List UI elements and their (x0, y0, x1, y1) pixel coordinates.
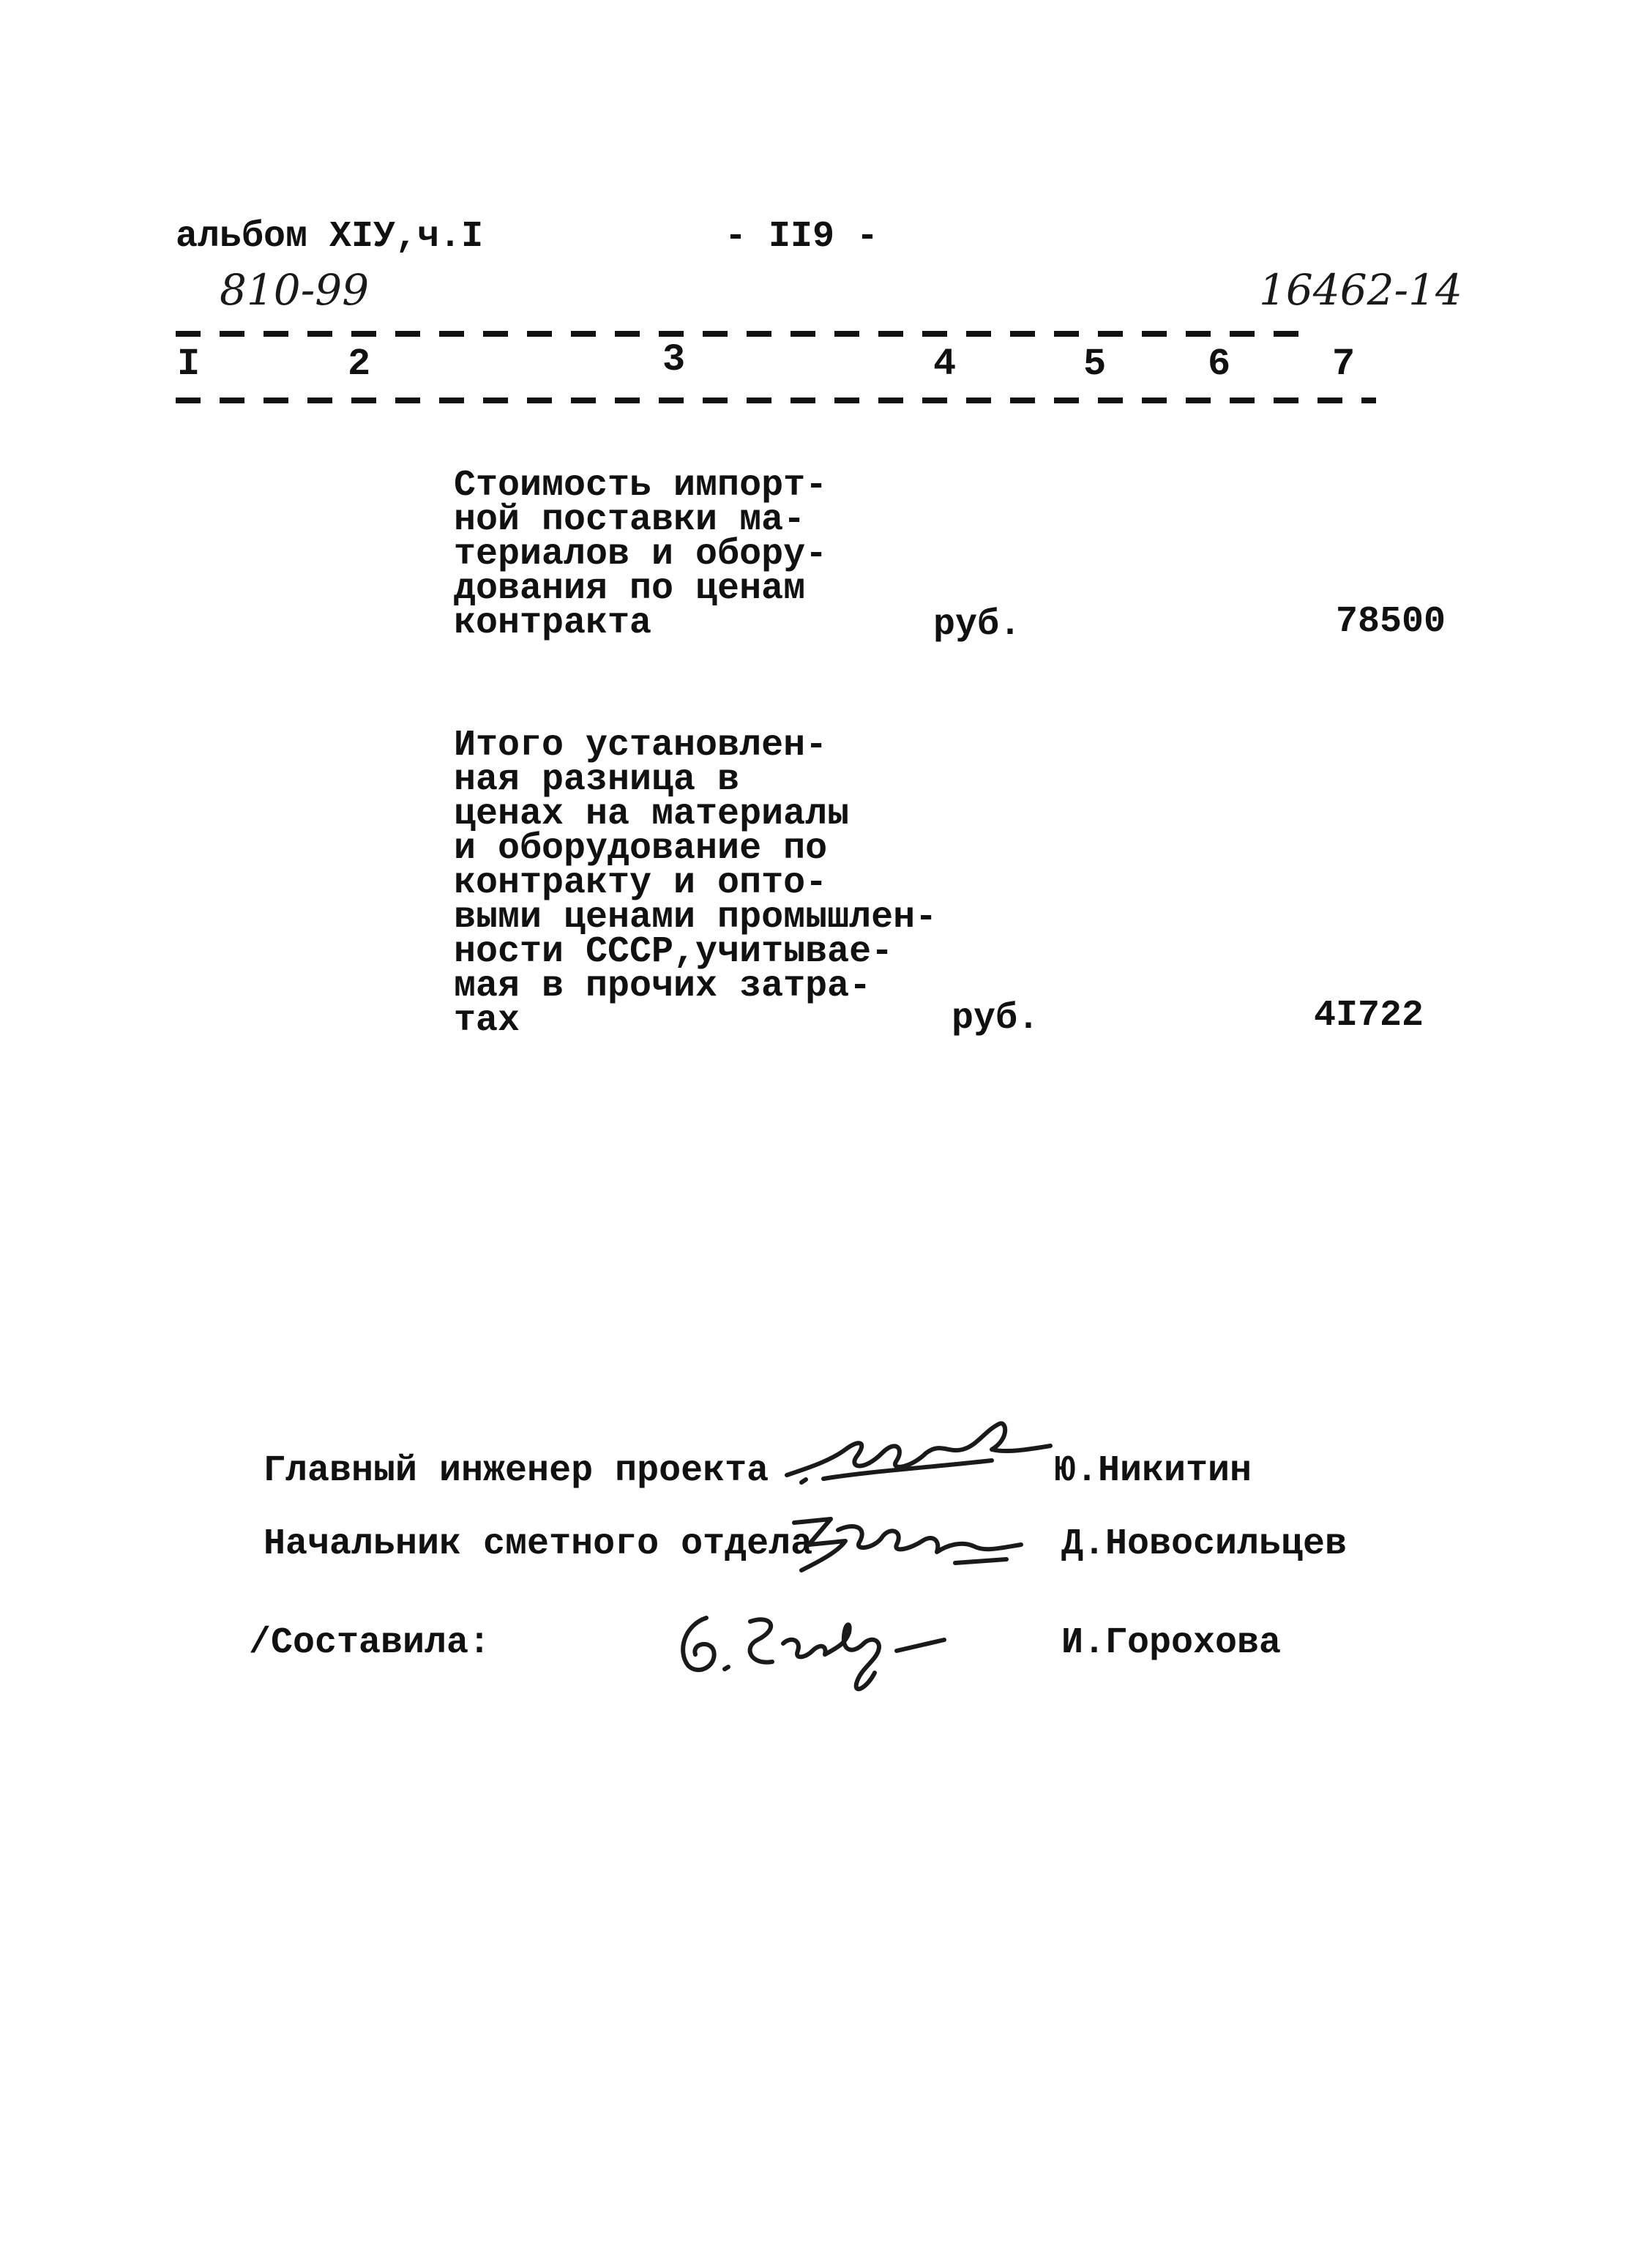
row-1-line: ной поставки ма- (454, 499, 806, 541)
column-number-5: 5 (1083, 343, 1107, 386)
row-2-line: контракту и опто- (454, 862, 828, 904)
header-rule-bottom (176, 398, 1376, 403)
row-2-description (454, 725, 938, 1042)
row-2-line: и оборудование по (454, 828, 828, 870)
row-1-line: териалов и обору- (454, 534, 828, 575)
header-rule-top (176, 331, 1318, 337)
row-1-line: дования по ценам (454, 568, 806, 610)
row-2-line: ная разница в (454, 759, 740, 801)
row-1-description (454, 465, 828, 644)
signature-compiled-by (662, 1600, 984, 1702)
signature-name-compiled-by: И.Горохова (1061, 1622, 1282, 1664)
row-1-value: 78500 (1336, 601, 1446, 643)
signature-name-estimate-head: Д.Новосильцев (1061, 1523, 1348, 1565)
album-reference: альбом XIУ,ч.I (176, 216, 484, 258)
column-number-7: 7 (1332, 343, 1356, 386)
signature-chief-engineer (780, 1409, 1058, 1497)
signature-estimate-head (787, 1501, 1028, 1581)
row-2-line: мая в прочих затра- (454, 966, 872, 1007)
column-number-2: 2 (348, 343, 371, 386)
row-2-unit: руб. (952, 998, 1040, 1040)
column-number-1: I (177, 343, 201, 386)
row-1-line: контракта (454, 602, 652, 644)
row-1-unit: руб. (933, 604, 1022, 646)
row-2-line: выми ценами промышлен- (454, 897, 938, 939)
row-2-line: ценах на материалы (454, 794, 850, 835)
signature-label-compiled-by: /Составила: (249, 1622, 491, 1664)
signature-label-estimate-head: Начальник сметного отдела (264, 1523, 813, 1565)
column-number-4: 4 (933, 343, 957, 386)
signature-name-chief-engineer: Ю.Никитин (1054, 1450, 1252, 1492)
column-number-3: 3 (662, 338, 686, 381)
row-2-line: ности СССР,учитывае- (454, 931, 894, 973)
column-number-6: 6 (1208, 343, 1231, 386)
row-2-line: Итого установлен- (454, 725, 828, 766)
handwritten-right-number: 16462-14 (1259, 265, 1462, 315)
row-2-line: тах (454, 1000, 520, 1042)
signature-label-chief-engineer: Главный инженер проекта (264, 1450, 769, 1492)
page-number: - II9 - (725, 216, 879, 258)
row-2-value: 4I722 (1314, 995, 1424, 1037)
handwritten-left-number: 810-99 (220, 265, 370, 315)
row-1-line: Стоимость импорт- (454, 465, 828, 507)
